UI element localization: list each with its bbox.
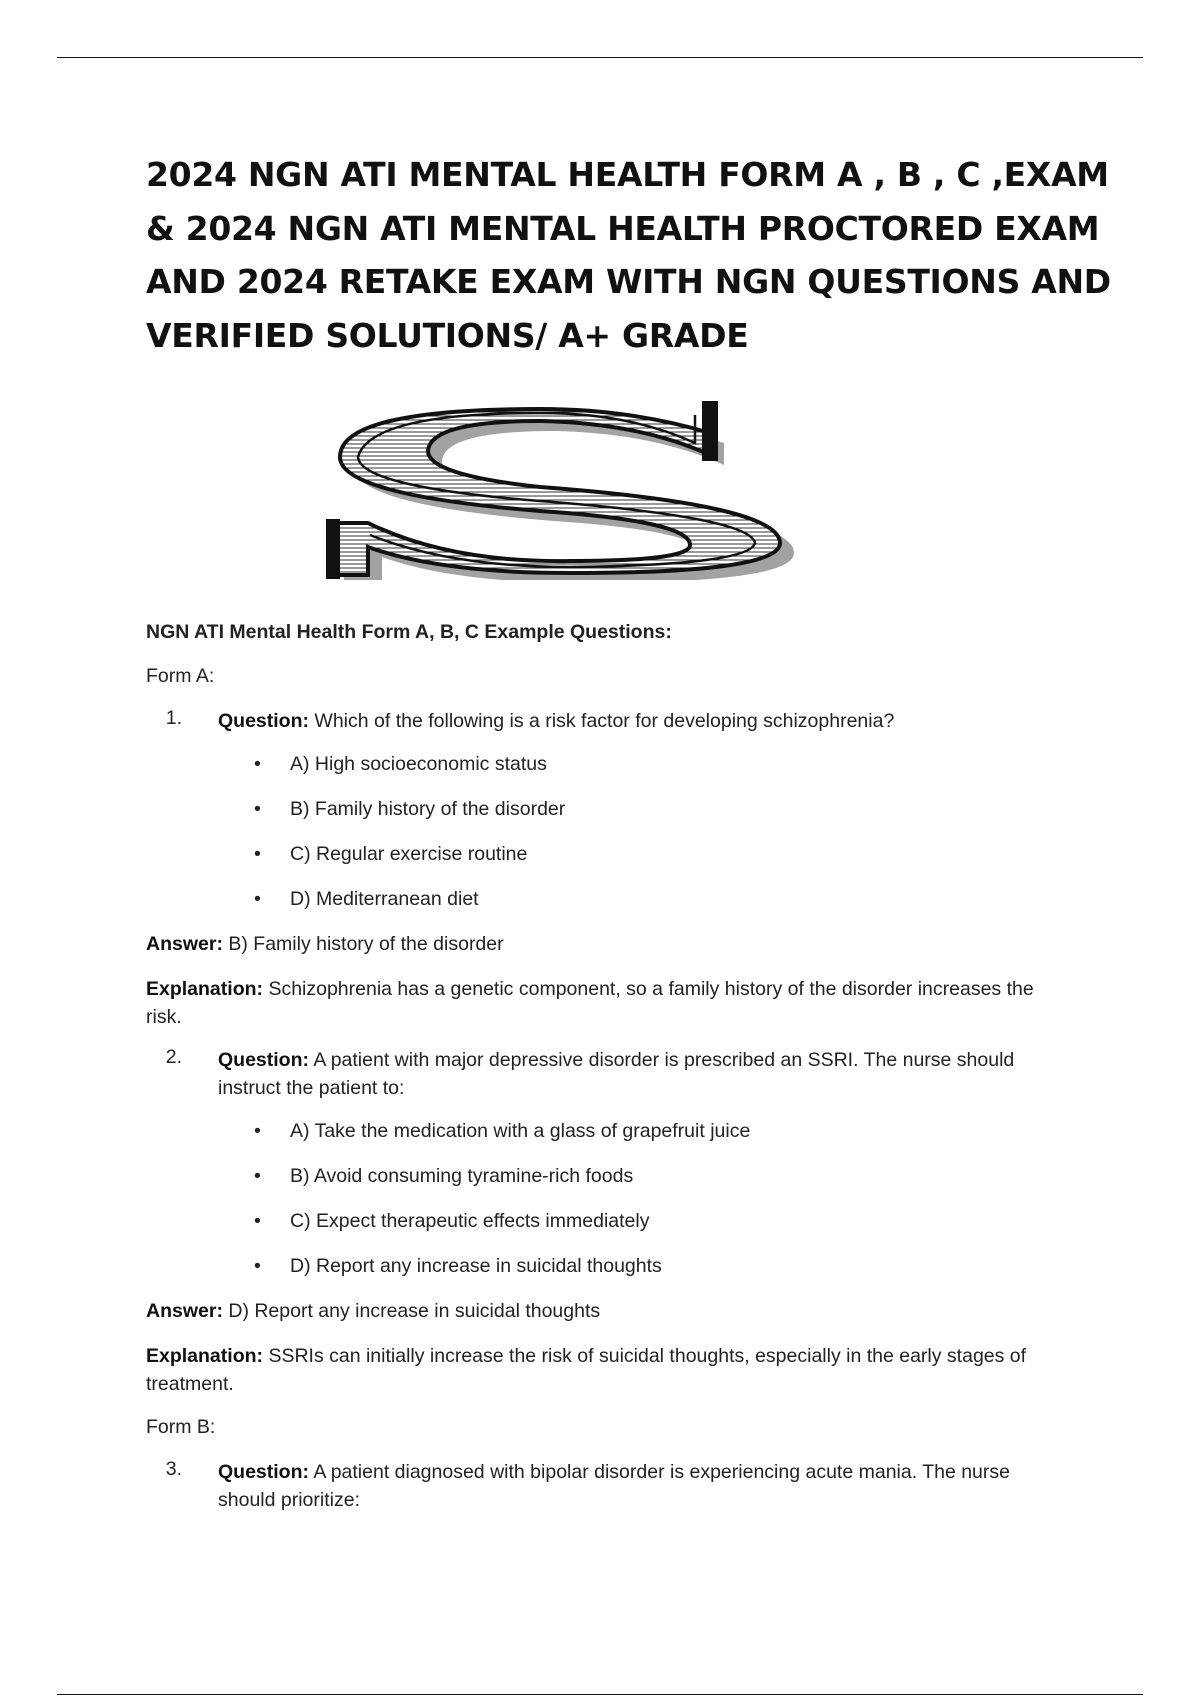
options-list xyxy=(146,750,1046,913)
title-line: 2024 NGN ATI MENTAL HEALTH FORM A , B , C ,EXAM xyxy=(146,155,1109,194)
title-line: & 2024 NGN ATI MENTAL HEALTH PROCTORED EXAM xyxy=(146,208,1100,248)
top-rule xyxy=(57,57,1143,58)
answer-line xyxy=(146,930,1046,958)
option-item: • D) Report any increase in suicidal thoughts xyxy=(290,1252,1046,1280)
option-item: • C) Regular exercise routine xyxy=(290,840,1046,868)
explanation-label: Explanation: xyxy=(146,978,264,1000)
question-item xyxy=(146,1458,1046,1514)
explanation-label: Explanation: xyxy=(146,1345,264,1367)
section-heading: NGN ATI Mental Health Form A, B, C Example Questions: xyxy=(146,621,672,643)
question-number: 3. xyxy=(165,1458,182,1480)
document-title xyxy=(146,148,1111,362)
question-number: 1. xyxy=(165,707,182,729)
title-line: AND 2024 RETAKE EXAM WITH NGN QUESTIONS AND xyxy=(146,262,1111,301)
answer-text: D) Report any increase in suicidal thoughts xyxy=(228,1300,601,1322)
s-logo-image xyxy=(310,395,805,580)
document-body xyxy=(146,618,1046,1529)
title-line: VERIFIED SOLUTIONS/ A+ GRADE xyxy=(146,315,749,355)
answer-label: Answer: xyxy=(146,1300,223,1322)
question-item xyxy=(146,707,1046,735)
question-label: Question: xyxy=(218,1049,309,1071)
question-text: Which of the following is a risk factor for developing schizophrenia? xyxy=(314,710,895,732)
explanation-line xyxy=(146,975,1046,1031)
explanation-text: Schizophrenia has a genetic component, so a family history of the disorder increases the risk. xyxy=(146,978,1034,1028)
option-item: • B) Avoid consuming tyramine-rich foods xyxy=(290,1162,1046,1190)
options-list xyxy=(146,1117,1046,1280)
question-number: 2. xyxy=(165,1046,182,1068)
question-label: Question: xyxy=(218,1461,309,1483)
answer-label: Answer: xyxy=(146,933,223,955)
option-item: • A) Take the medication with a glass of grapefruit juice xyxy=(290,1117,1046,1145)
answer-text: B) Family history of the disorder xyxy=(228,933,504,955)
form-a-label: Form A: xyxy=(146,665,215,687)
explanation-line xyxy=(146,1342,1046,1398)
option-item: • A) High socioeconomic status xyxy=(290,750,1046,778)
explanation-text: SSRIs can initially increase the risk of suicidal thoughts, especially in the early stages of treatment. xyxy=(146,1345,1027,1395)
option-item: • B) Family history of the disorder xyxy=(290,795,1046,823)
option-item: • C) Expect therapeutic effects immediately xyxy=(290,1207,1046,1235)
answer-line xyxy=(146,1297,1046,1325)
question-label: Question: xyxy=(218,710,309,732)
bottom-rule xyxy=(57,1694,1143,1695)
option-item: • D) Mediterranean diet xyxy=(290,885,1046,913)
question-text: A patient with major depressive disorder is prescribed an SSRI. The nurse should instruct the patient to: xyxy=(218,1049,1015,1099)
question-text: A patient diagnosed with bipolar disorder is experiencing acute mania. The nurse should prioritize: xyxy=(218,1461,1010,1511)
form-b-label: Form B: xyxy=(146,1416,216,1438)
question-item xyxy=(146,1046,1046,1102)
